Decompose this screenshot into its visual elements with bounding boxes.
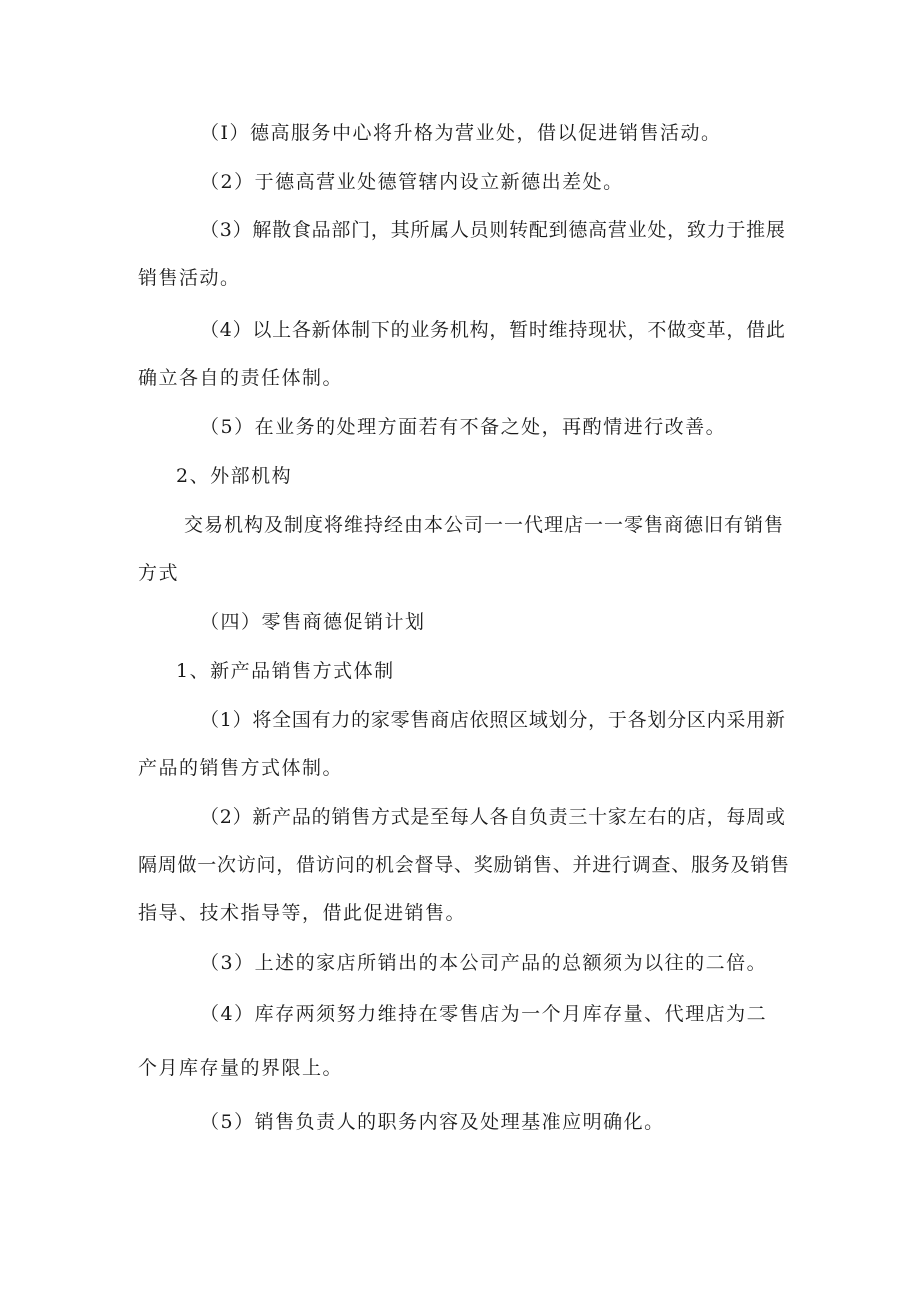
section-heading-retail-promotion: （四）零售商德促销计划 (200, 611, 426, 633)
paragraph-1: （I）德高服务中心将升格为营业处，借以促进销售活动。 (200, 122, 722, 144)
subsection-heading-new-product: 1、新产品销售方式体制 (176, 660, 395, 682)
paragraph-3-line-2: 销售活动。 (138, 267, 241, 289)
item-1-line-1: （1）将全国有力的家零售商店依照区域划分，于各划分区内采用新 (200, 709, 786, 731)
paragraph-3-line-1: （3）解散食品部门，其所属人员则转配到德高营业处，致力于推展 (200, 219, 786, 241)
item-3: （3）上述的家店所销出的本公司产品的总额须为以往的二倍。 (200, 952, 768, 974)
paragraph-6-line-1: 交易机构及制度将维持经由本公司一一代理店一一零售商德旧有销售 (184, 514, 785, 536)
item-4-line-2: 个月库存量的界限上。 (138, 1057, 344, 1079)
paragraph-2: （2）于德高营业处德管辖内设立新德出差处。 (200, 171, 624, 193)
item-2-line-1: （2）新产品的销售方式是至每人各自负责三十家左右的店，每周或 (200, 806, 786, 828)
paragraph-4-line-2: 确立各自的责任体制。 (138, 367, 344, 389)
section-heading-external: 2、外部机构 (176, 465, 293, 487)
item-4-line-1: （4）库存两须努力维持在零售店为一个月库存量、代理店为二 (200, 1003, 768, 1025)
item-1-line-2: 产品的销售方式体制。 (138, 757, 344, 779)
paragraph-5: （5）在业务的处理方面若有不备之处，再酌情进行改善。 (200, 416, 727, 438)
paragraph-6-line-2: 方式 (138, 562, 180, 584)
item-5: （5）销售负责人的职务内容及处理基准应明确化。 (200, 1111, 665, 1133)
item-2-line-2: 隔周做一次访问，借访问的机会督导、奖励销售、并进行调查、服务及销售 (138, 854, 790, 876)
paragraph-4-line-1: （4）以上各新体制下的业务机构，暂时维持现状，不做变革，借此 (200, 319, 786, 341)
item-2-line-3: 指导、技术指导等，借此促进销售。 (138, 902, 467, 924)
